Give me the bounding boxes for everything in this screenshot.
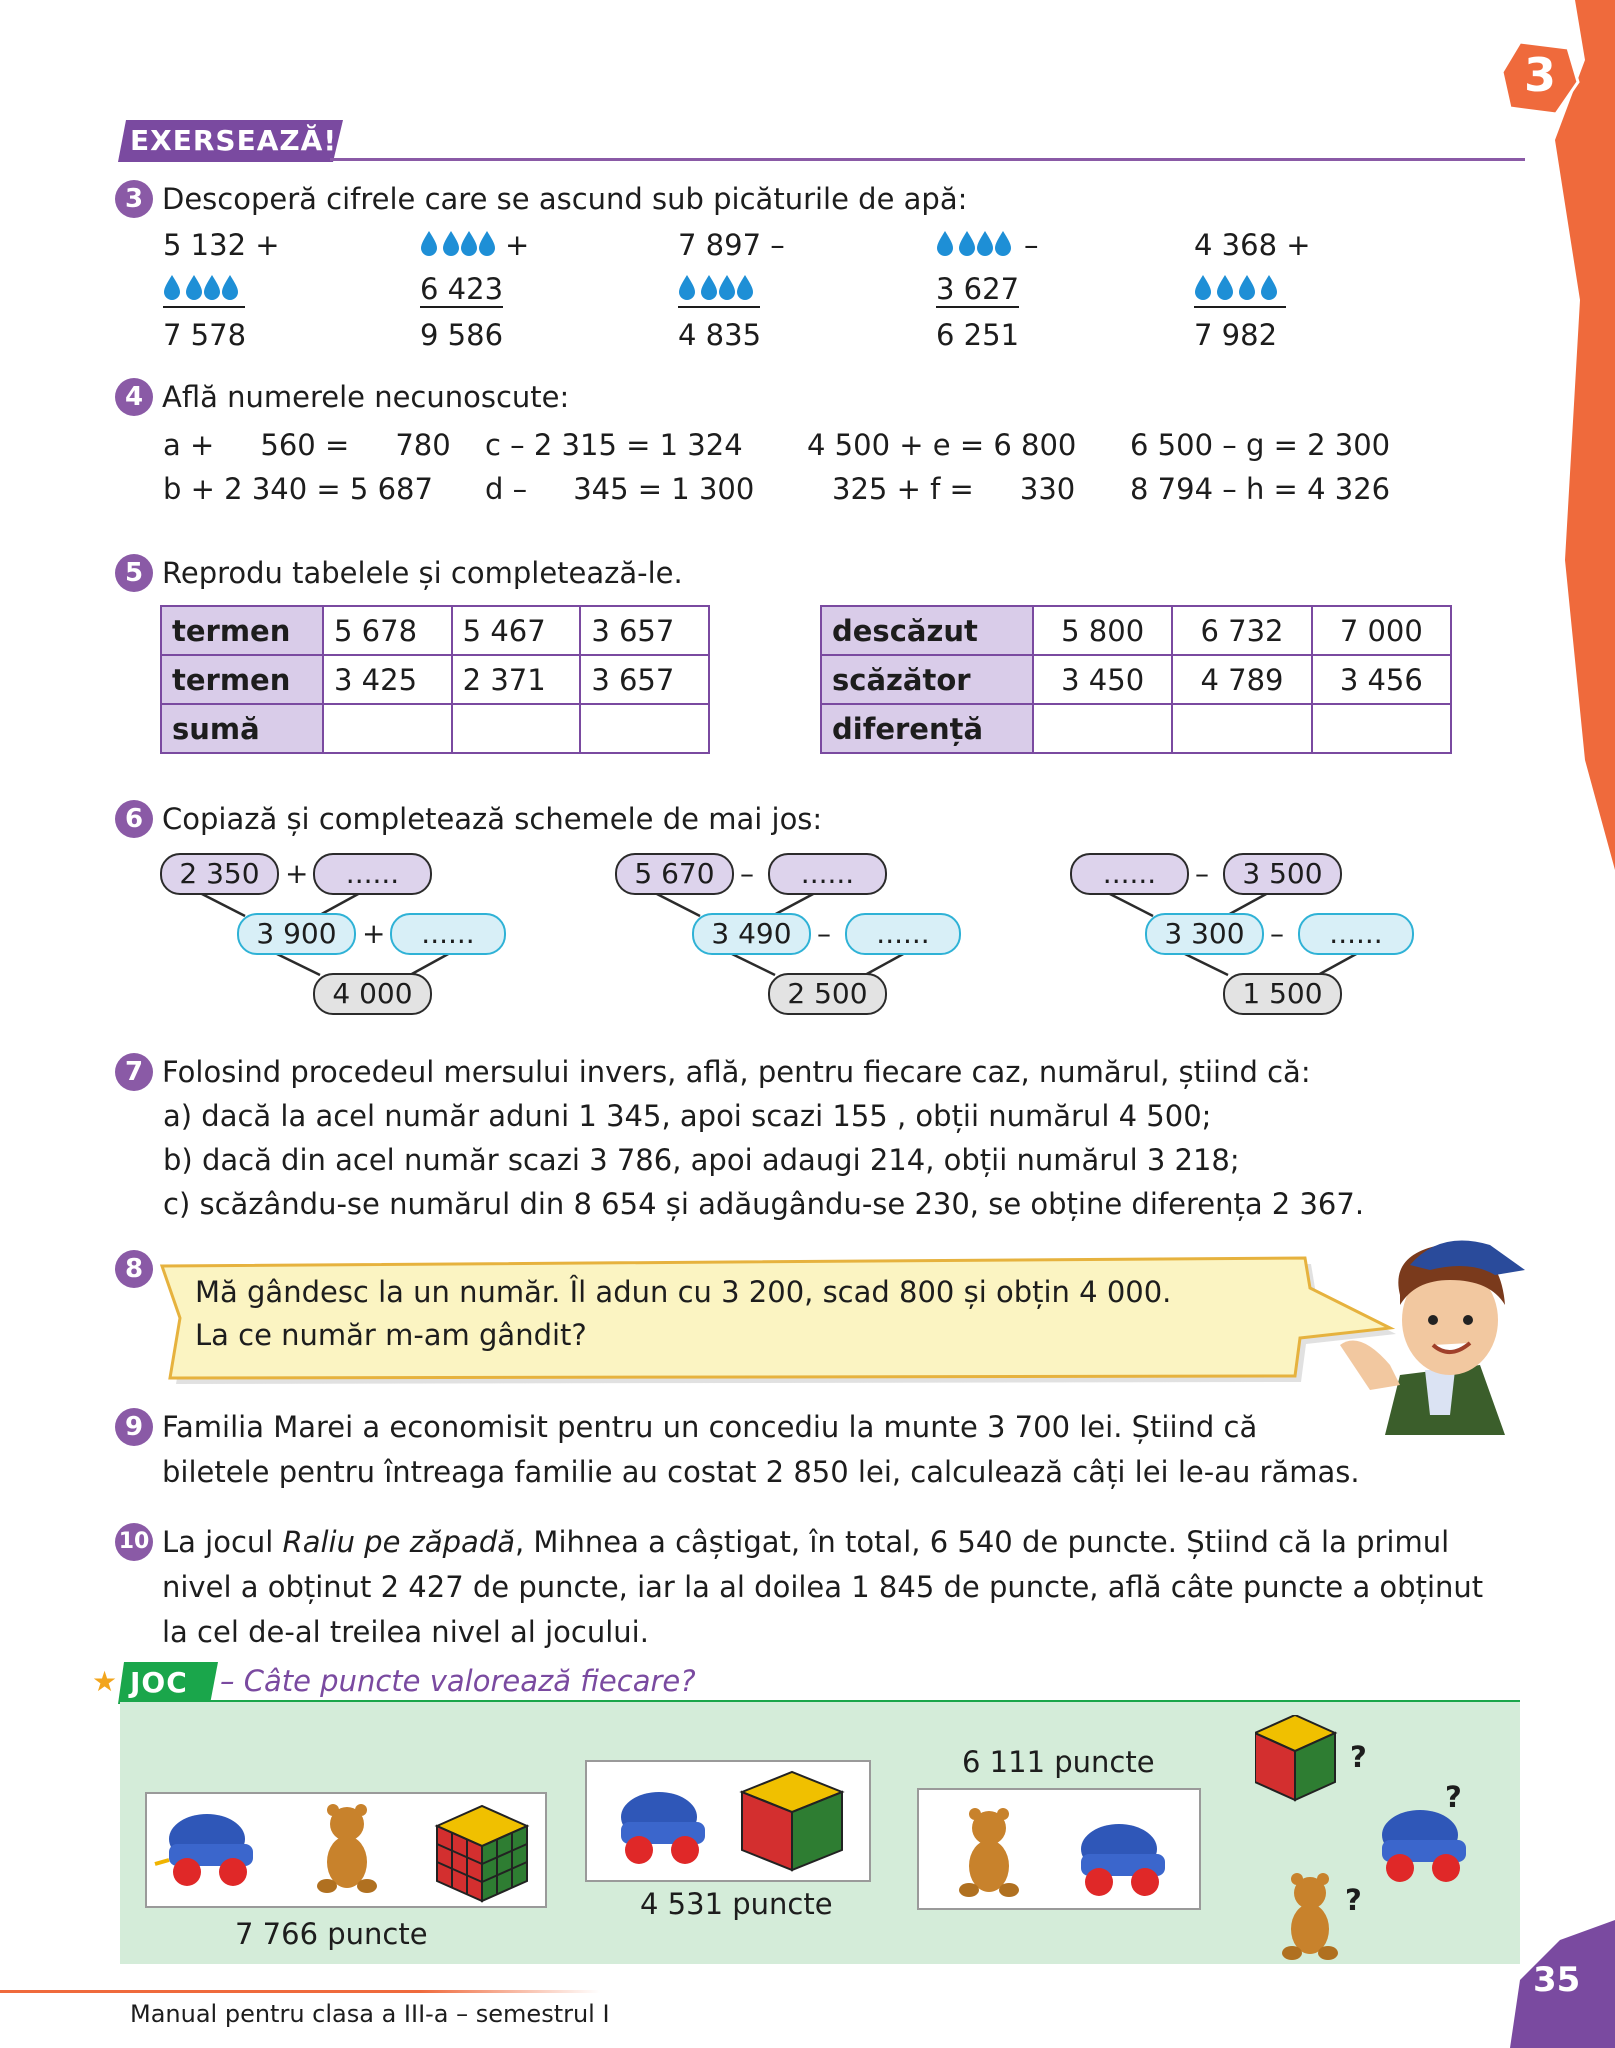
equation: 4 500 + e = 6 800 [807, 428, 1077, 462]
price-box [145, 1792, 547, 1908]
rubiks-cube-icon [742, 1772, 842, 1870]
speech-text: Mă gândesc la un număr. Îl adun cu 3 200, scad 800 și obțin 4 000. [195, 1275, 1172, 1309]
blank-field: ...... [1298, 913, 1414, 955]
ex3-col2-result: 9 586 [420, 318, 504, 352]
ex3-col3-row1: 7 897 – [678, 228, 785, 262]
equation: 6 500 – g = 2 300 [1130, 428, 1391, 462]
equation: a + 560 = 780 [163, 428, 451, 462]
section-title: EXERSEAZĂ! [130, 124, 338, 157]
table-cell: 3 450 [1033, 655, 1172, 704]
ex3-col3-result: 4 835 [678, 318, 762, 352]
exercise-item: c) scăzându-se numărul din 8 654 și adăugându-se 230, se obține diferența 2 367. [163, 1187, 1365, 1221]
equation: 325 + f = 330 [832, 472, 1076, 506]
exercise-text: biletele pentru întreaga familie au costat 2 850 lei, calculează câți lei le-au rămas. [162, 1455, 1360, 1489]
exercise-text: la cel de-al treilea nivel al jocului. [162, 1615, 649, 1649]
table-cell: 3 425 [323, 655, 452, 704]
exercise-title: Reprodu tabelele și completează-le. [162, 556, 683, 590]
toy-car-icon [155, 1814, 253, 1886]
table-cell: diferență [821, 704, 1033, 753]
table-cell: 5 678 [323, 606, 452, 655]
table-cell: scăzător [821, 655, 1033, 704]
operator: + [362, 917, 386, 950]
text-segment: La jocul [162, 1525, 283, 1559]
table-cell: sumă [161, 704, 323, 753]
scheme-result: 2 500 [768, 973, 887, 1015]
toy-car-icon [621, 1792, 705, 1864]
scheme-value: 3 900 [237, 913, 356, 955]
exercise-number: 7 [115, 1053, 153, 1091]
exercise-text [162, 1525, 1449, 1559]
exercise-item: b) dacă din acel număr scazi 3 786, apoi adaugi 214, obții numărul 3 218; [163, 1143, 1240, 1177]
exercise-number: 6 [115, 800, 153, 838]
teddy-bear-icon [317, 1804, 377, 1893]
ex3-col2-row1: + [505, 228, 530, 262]
equation: 8 794 – h = 4 326 [1130, 472, 1391, 506]
exercise-title: Copiază și completează schemele de mai jos: [162, 802, 823, 836]
table-cell: 6 732 [1172, 606, 1311, 655]
exercise-text: Familia Marei a economisit pentru un concediu la munte 3 700 lei. Știind că [162, 1410, 1258, 1444]
scheme-value: 3 500 [1223, 853, 1342, 895]
ex3-col2-row2: 6 423 [420, 272, 504, 306]
ex3-col4-row1: – [1024, 228, 1039, 262]
price-box [917, 1788, 1201, 1910]
blank-field: ...... [768, 853, 887, 895]
exercise-number: 10 [115, 1523, 153, 1561]
table-cell: termen [161, 606, 323, 655]
ex3-col4-result: 6 251 [936, 318, 1020, 352]
exercise-title: Află numerele necunoscute: [162, 380, 570, 414]
ex3-col1-result: 7 578 [163, 318, 247, 352]
blank-field: ...... [1070, 853, 1189, 895]
price-box [585, 1760, 871, 1882]
price-label: 6 111 puncte [962, 1745, 1155, 1779]
scheme-value: 2 350 [160, 853, 279, 895]
price-label: 4 531 puncte [640, 1887, 833, 1921]
table-cell: 3 657 [580, 655, 709, 704]
scheme-value: 3 300 [1145, 913, 1264, 955]
game-name: Raliu pe zăpadă [282, 1525, 515, 1559]
exercise-number: 4 [115, 378, 153, 416]
footer-line [0, 1990, 600, 1993]
table-cell: 3 657 [580, 606, 709, 655]
boy-illustration [1330, 1225, 1560, 1435]
exercise-text: nivel a obținut 2 427 de puncte, iar la al doilea 1 845 de puncte, află câte puncte a obținut [162, 1570, 1484, 1604]
joc-label: JOC [130, 1666, 188, 1699]
table-cell: 5 800 [1033, 606, 1172, 655]
scheme-value: 3 490 [692, 913, 811, 955]
operator: – [1195, 857, 1209, 890]
question-mark: ? [1350, 1740, 1367, 1774]
exercise-number: 8 [115, 1250, 153, 1288]
table-cell: 7 000 [1312, 606, 1451, 655]
star-icon: ★ [92, 1665, 118, 1698]
exercise-number: 9 [115, 1408, 153, 1446]
blank-field: ...... [845, 913, 961, 955]
scheme-result: 1 500 [1223, 973, 1342, 1015]
question-mark: ? [1345, 1883, 1362, 1917]
ex3-col5-row1: 4 368 + [1194, 228, 1311, 262]
page-number: 35 [1533, 1960, 1581, 2000]
rubiks-cube-icon [1255, 1715, 1345, 1805]
question-mark: ? [1445, 1780, 1462, 1814]
table-cell: 2 371 [452, 655, 581, 704]
exercise-title: Descoperă cifrele care se ascund sub picăturile de apă: [162, 182, 968, 216]
operator: – [740, 857, 754, 890]
text-segment: , Mihnea a câștigat, în total, 6 540 de puncte. Știind că la primul [515, 1525, 1450, 1559]
teddy-bear-icon [1270, 1865, 1350, 1965]
joc-title: – Câte puncte valorează fiecare? [220, 1664, 696, 1698]
exercise-item: a) dacă la acel număr aduni 1 345, apoi scazi 155 , obții numărul 4 500; [163, 1099, 1212, 1133]
price-label: 7 766 puncte [235, 1917, 428, 1951]
operator: – [1270, 917, 1284, 950]
table-cell: descăzut [821, 606, 1033, 655]
scheme-value: 5 670 [615, 853, 734, 895]
operator: + [285, 857, 309, 890]
equation: d – 345 = 1 300 [485, 472, 755, 506]
exercise-number: 5 [115, 554, 153, 592]
table-cell: 5 467 [452, 606, 581, 655]
toy-car-icon [1081, 1824, 1165, 1896]
exercise-title: Folosind procedeul mersului invers, află, pentru fiecare caz, numărul, știind că: [162, 1055, 1311, 1089]
table-cell: 3 456 [1312, 655, 1451, 704]
rubiks-cube-icon [437, 1806, 527, 1901]
teddy-bear-icon [959, 1808, 1019, 1897]
ex3-col1-row1: 5 132 + [163, 228, 280, 262]
scheme-result: 4 000 [313, 973, 432, 1015]
blank-field: ...... [313, 853, 432, 895]
speech-text: La ce număr m-am gândit? [195, 1318, 587, 1352]
chapter-number: 3 [1523, 48, 1556, 102]
toy-car-icon [1360, 1790, 1480, 1890]
ex3-col5-result: 7 982 [1194, 318, 1278, 352]
exercise-number: 3 [115, 180, 153, 218]
blank-field: ...... [390, 913, 506, 955]
footer-text: Manual pentru clasa a III-a – semestrul I [130, 2000, 610, 2028]
equation: c – 2 315 = 1 324 [485, 428, 743, 462]
table-cell: 4 789 [1172, 655, 1311, 704]
table-cell: termen [161, 655, 323, 704]
operator: – [817, 917, 831, 950]
ex3-col4-row2: 3 627 [936, 272, 1020, 306]
equation: b + 2 340 = 5 687 [163, 472, 433, 506]
